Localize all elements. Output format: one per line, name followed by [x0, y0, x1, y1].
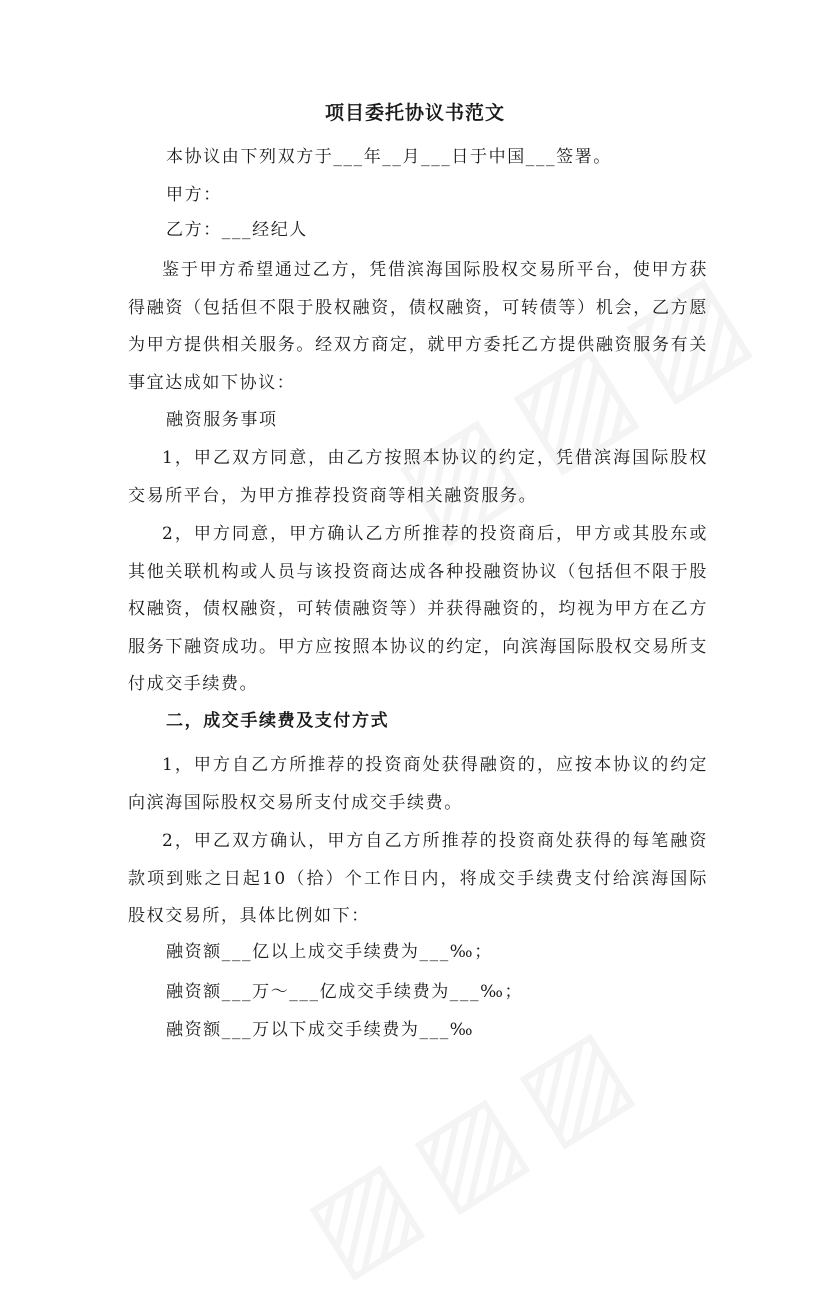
section1-item2: 2，甲方同意，甲方确认乙方所推荐的投资商后，甲方或其股东或其他关联机构或人员与该投资商达成各种投融资协议（包括但不限于股权融资，债权融资，可转债融资等）并获得融资的，均视为甲方在乙方服务下融资成功。甲方应按照本协议的约定，向滨海国际股权交易所支付成交手续费。: [128, 524, 708, 694]
party-b-line: 乙方：___经纪人: [166, 220, 308, 240]
whereas-paragraph: 鉴于甲方希望通过乙方，凭借滨海国际股权交易所平台，使甲方获得融资（包括但不限于股权融资，债权融资，可转债等）机会，乙方愿为甲方提供相关服务。经双方商定，就甲方委托乙方提供融资服务有关事宜达成如下协议：: [128, 260, 708, 393]
intro-line: 本协议由下列双方于___年__月___日于中国___签署。: [166, 147, 612, 167]
section1-item1: 1，甲乙双方同意，由乙方按照本协议的约定，凭借滨海国际股权交易所平台，为甲方推荐投资商等相关融资服务。: [128, 448, 708, 506]
fee-line-2: 融资额___万～___亿成交手续费为___‰；: [166, 982, 524, 1002]
party-a-line: 甲方：: [166, 185, 222, 205]
section2-item1: 1，甲方自乙方所推荐的投资商处获得融资的，应按本协议的约定向滨海国际股权交易所支付成交手续费。: [128, 755, 708, 813]
section1-heading: 融资服务事项: [166, 410, 278, 430]
fee-line-3: 融资额___万以下成交手续费为___‰: [166, 1020, 475, 1040]
section2-heading: 二，成交手续费及支付方式: [166, 711, 390, 731]
document-title: 项目委托协议书范文: [324, 102, 505, 124]
fee-line-1: 融资额___亿以上成交手续费为___‰；: [166, 942, 493, 962]
section2-item2: 2，甲乙双方确认，甲方自乙方所推荐的投资商处获得的每笔融资款项到账之日起10（拾）个工作日内，将成交手续费支付给滨海国际股权交易所，具体比例如下：: [128, 831, 708, 926]
